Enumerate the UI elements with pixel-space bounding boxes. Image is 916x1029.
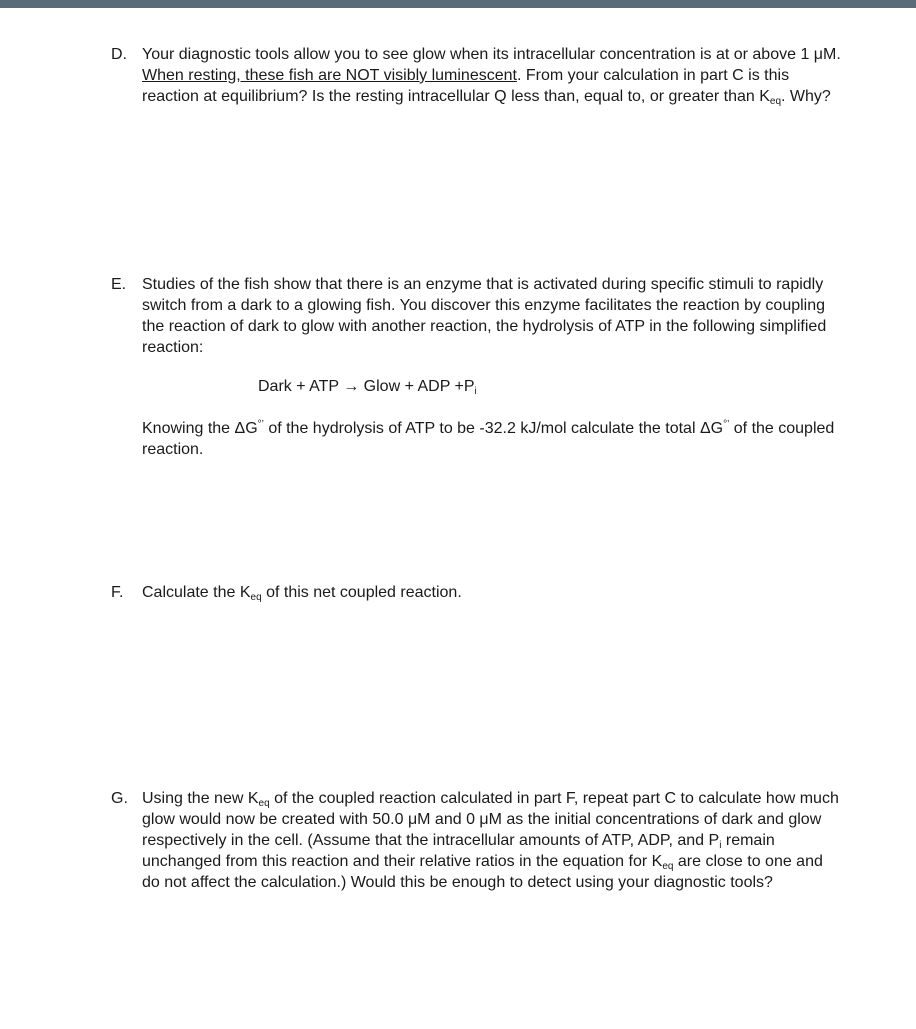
question-d-letter: D. — [111, 46, 127, 63]
question-g-letter: G. — [111, 790, 128, 807]
reaction-equation: Dark + ATP → Glow + ADP $+P_i$ — [258, 378, 477, 397]
question-d — [111, 44, 841, 107]
question-e-text: Studies of the fish show that there is an enzyme that is activated during specific stimuli to rapidly switch from a dark to a glowing fish. You discover this enzyme facilitates the reaction by coupling the reaction of dark to glow with another reaction, the hydrolysis of ATP in the following simplified reaction: — [142, 276, 827, 356]
question-f-text: Calculate the $K_{eq}$ of this net coupled reaction. — [142, 584, 462, 603]
question-d-text: Your diagnostic tools allow you to see glow when its intracellular concentration is at or above 1 μM. When resting, these fish are NOT visibly luminescent. From your calculation in part C is this reaction at equilibrium? Is the resting intracellular Q less than, equal to, or greater than $K_{eq}$. Why? — [142, 46, 841, 107]
underlined-phrase: When resting, these fish are NOT visibly luminescent — [142, 67, 517, 84]
question-e-followup: Knowing the ΔG°’ of the hydrolysis of ATP to be -32.2 kJ/mol calculate the total ΔG°’ of the coupled reaction. — [142, 419, 835, 458]
question-g — [111, 788, 841, 893]
question-f-letter: F. — [111, 584, 124, 601]
top-bar — [0, 0, 916, 8]
question-f — [111, 582, 841, 603]
question-g-text: Using the new $K_{eq}$ of the coupled reaction calculated in part F, repeat part C to calculate how much glow would now be created with 50.0 μM and 0 μM as the initial concentrations of dark and glow respectively in the cell. (Assume that the intracellular amounts of ATP, ADP, and $P_i$ remain unchanged from this reaction and their relative ratios in the equation for $K_{eq}$ are close to one and do not affect the calculation.) Would this be enough to detect using your diagnostic tools? — [142, 790, 839, 891]
question-e — [111, 274, 841, 358]
question-e-letter: E. — [111, 276, 127, 293]
